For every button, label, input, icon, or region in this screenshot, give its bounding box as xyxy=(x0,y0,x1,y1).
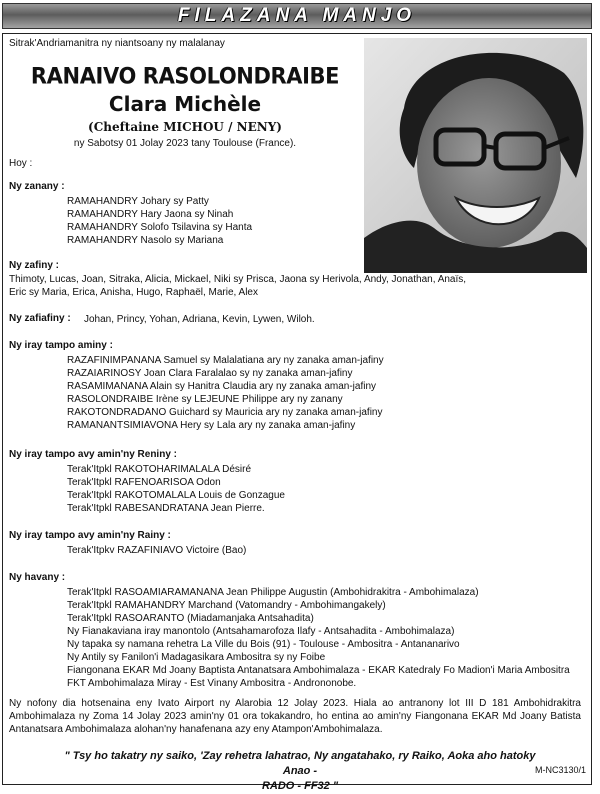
list-item: Ny tapaka sy namana rehetra La Ville du Bois (91) - Toulouse - Ambositra - Antananarivo xyxy=(67,639,460,650)
quote-line-2: RADO - FF32 " xyxy=(261,780,339,792)
list-item: RAKOTONDRADANO Guichard sy Mauricia ary ny zanaka aman-jafiny xyxy=(67,407,383,418)
list-item: RAMANANTSIMIAVONA Hery sy Lala ary ny zanaka aman-jafiny xyxy=(67,420,356,431)
list-item: Terak'Itpkl RASOARANTO (Miadamanjaka Antsahadita) xyxy=(67,613,314,624)
section-heading-tampo-rainy: Ny iray tampo avy amin'ny Rainy : xyxy=(9,530,171,541)
list-item: RAZAFINIMPANANA Samuel sy Malalatiana ary ny zanaka aman-jafiny xyxy=(67,355,384,366)
portrait-photo xyxy=(364,38,587,273)
intro-text: Sitrak'Andriamanitra ny niantsoany ny malalanay xyxy=(9,38,225,49)
reference-code: M-NC3130/1 xyxy=(534,765,586,775)
list-item: RASOLONDRAIBE Irène sy LEJEUNE Philippe ary ny zanany xyxy=(67,394,343,405)
section-heading-zanany: Ny zanany : xyxy=(9,181,65,192)
closing-quote xyxy=(50,749,550,794)
list-item: Terak'Itpkl RAMAHANDRY Marchand (Vatomandry - Ambohimangakely) xyxy=(67,600,386,611)
list-item: FKT Ambohimalaza Miray - Est Vinany Ambositra - Andrononobe. xyxy=(67,678,357,689)
list-item: RAZAIARINOSY Joan Clara Faralalao sy ny zanaka aman-jafiny xyxy=(67,368,353,379)
list-item: RASAMIMANANA Alain sy Hanitra Claudia ary ny zanaka aman-jafiny xyxy=(67,381,377,392)
list-item: Terak'Itpkv RAZAFINIAVO Victoire (Bao) xyxy=(67,545,247,556)
list-item: Terak'Itpkl RAKOTOMALALA Louis de Gonzague xyxy=(67,490,285,501)
deceased-given-names: Clara Michèle xyxy=(108,92,262,116)
great-grandchildren-text: Johan, Princy, Yohan, Adriana, Kevin, Lywen, Wiloh. xyxy=(84,314,315,325)
quote-line-1: " Tsy ho takatry ny saiko, 'Zay rehetra lahatrao, Ny angatahako, ry Raiko, Aoka aho hatoky Anao - xyxy=(64,750,536,777)
hoy-label: Hoy : xyxy=(9,158,33,169)
section-heading-zafiafiny: Ny zafiafiny : xyxy=(9,313,71,324)
deceased-nickname: (Cheftaine MICHOU / NENY) xyxy=(88,120,282,134)
list-item: RAMAHANDRY Nasolo sy Mariana xyxy=(67,235,224,246)
section-heading-zafiny: Ny zafiny : xyxy=(9,260,60,271)
list-item: Fiangonana EKAR Md Joany Baptista Antanatsara Ambohimalaza - EKAR Katedraly Fo Madion'i Maria Ambositra xyxy=(67,665,570,676)
section-heading-tampo-aminy: Ny iray tampo aminy : xyxy=(9,340,113,351)
list-item: Ny Antily sy Fanilon'i Madagasikara Ambositra sy ny Foibe xyxy=(67,652,326,663)
deceased-surname: RANAIVO RASOLONDRAIBE xyxy=(30,63,340,89)
grandchildren-line: Eric sy Maria, Erica, Anisha, Hugo, Raphaël, Marie, Alex xyxy=(9,287,258,298)
list-item: Ny Fianakaviana iray manontolo (Antsahamarofoza Ilafy - Antsahadita - Ambohimalaza) xyxy=(67,626,455,637)
section-heading-tampo-reniny: Ny iray tampo avy amin'ny Reniny : xyxy=(9,449,177,460)
banner-title: FILAZANA MANJO xyxy=(2,3,592,29)
funeral-announcement: Ny nofony dia hotsenaina eny Ivato Airport ny Alarobia 12 Jolay 2023. Hiala ao antranony lot III D 181 Ambohidrakitra Ambohimalaza ny Zoma 14 Jolay 2023 amin'ny 01 ora tokakandro, ho entina ao amin'ny Fiangonana EKAR Md Joany Batista Antanatsara Ambohimalaza alohan'ny hanafenana azy eny Atampon'Ambohimalaza. xyxy=(9,698,581,735)
list-item: RAMAHANDRY Johary sy Patty xyxy=(67,196,209,207)
list-item: RAMAHANDRY Solofo Tsilavina sy Hanta xyxy=(67,222,253,233)
grandchildren-line: Thimoty, Lucas, Joan, Sitraka, Alicia, Mickael, Niki sy Prisca, Jaona sy Herivola, Andy, Jonathan, Anaïs, xyxy=(9,274,467,285)
list-item: RAMAHANDRY Hary Jaona sy Ninah xyxy=(67,209,234,220)
portrait-image xyxy=(364,38,587,273)
list-item: Terak'Itpkl RAFENOARISOA Odon xyxy=(67,477,221,488)
section-heading-havany: Ny havany : xyxy=(9,572,66,583)
list-item: Terak'Itpkl RABESANDRATANA Jean Pierre. xyxy=(67,503,265,514)
list-item: Terak'Itpkl RASOAMIARAMANANA Jean Philippe Augustin (Ambohidrakitra - Ambohimalaza) xyxy=(67,587,479,598)
death-note: ny Sabotsy 01 Jolay 2023 tany Toulouse (France). xyxy=(73,138,297,149)
list-item: Terak'Itpkl RAKOTOHARIMALALA Désiré xyxy=(67,464,252,475)
